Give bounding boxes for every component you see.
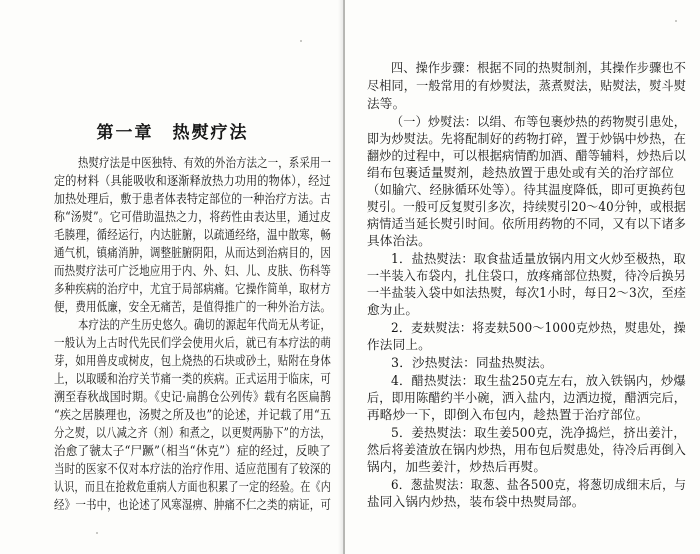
text-line: 分之熨，以八减之齐（剂）和煮之，以更熨两胁下”的方法， bbox=[54, 425, 331, 440]
text-line: 一半装入布袋内，扎住袋口，放疼痛部位热熨，待冷后换另 bbox=[367, 268, 687, 283]
text-line: 便，费用低廉，安全无痛苦，是值得推广的一种外治方法。 bbox=[54, 299, 332, 314]
text-line: 锅内，加些姜汁，炒热后再熨。 bbox=[367, 459, 547, 474]
text-line: 后，即用陈醋约半小碗，洒入盐内，边洒边搅，醋洒完后， bbox=[367, 390, 687, 405]
text-line: 2．麦麸熨法：将麦麸500～1000克炒热，熨患处，操 bbox=[391, 320, 686, 335]
text-line: 通气机，镇痛消肿，调整脏腑阴阳，从而达到治病目的，因 bbox=[54, 245, 332, 260]
text-line: 1．盐热熨法：取食盐适量放锅内用文火炒至极热，取 bbox=[391, 251, 686, 266]
left-page bbox=[0, 0, 345, 554]
text-line: （一）炒熨法：以绢、布等包裹炒热的药物熨引患处， bbox=[391, 114, 687, 129]
text-line: 当时的医家不仅对本疗法的治疗作用、适应范围有了较深的 bbox=[54, 461, 332, 476]
text-line: 作法同上。 bbox=[367, 337, 431, 352]
text-line: 即为炒熨法。先将配制好的药物打碎，置于炒锅中炒热，在 bbox=[367, 131, 687, 146]
text-line: 认识，而且在抢救危重病人方面也积累了一定的经验。在《内 bbox=[54, 479, 332, 494]
text-line: 四、操作步骤：根据不同的热熨制剂，其操作步骤也不 bbox=[391, 60, 687, 75]
scan-speck bbox=[675, 20, 677, 22]
text-line: 6．葱盐熨法：取葱、盐各500克，将葱切成细末后，与 bbox=[391, 477, 687, 492]
text-line: 再略炒一下，即倒入布包内，趁热置于治疗部位。 bbox=[367, 407, 649, 422]
text-line: 翻炒的过程中，可以根据病情酌加酒、醋等辅料，炒热后以 bbox=[367, 148, 687, 163]
text-line: （如腧穴、经脉循环处等）。待其温度降低，即可更换药包 bbox=[367, 182, 686, 197]
text-line: 一般认为上古时代先民们学会使用火后，就已有本疗法的萌 bbox=[54, 335, 332, 350]
text-line: 5．姜热熨法：取生姜500克，洗净捣烂，挤出姜汁， bbox=[391, 425, 686, 440]
text-line: 称“汤熨”。它可借助温热之力，将药性由表达里，通过皮 bbox=[54, 209, 332, 224]
text-line: 4．醋热熨法：取生盐250克左右，放入铁锅内，炒爆 bbox=[391, 373, 686, 388]
text-line: 芽，如用兽皮或树皮，包上烧热的石块或砂土，贴附在身体 bbox=[54, 353, 332, 368]
text-line: 本疗法的产生历史悠久。确切的源起年代尚无从考证， bbox=[78, 317, 332, 332]
text-line: 定的材料（具能吸收和逐渐释放热力功用的物体），经过 bbox=[54, 173, 331, 188]
text-line: 而热熨疗法可广泛地应用于内、外、妇、儿、皮肤、伤科等 bbox=[54, 263, 332, 278]
text-line: 盐同入锅内炒热，装布袋中热熨局部。 bbox=[367, 494, 585, 509]
text-line: 具体治法。 bbox=[367, 233, 431, 248]
text-line: 多种疾病的治疗中，尤宜于局部病痛。它操作简单，取材方 bbox=[54, 281, 332, 296]
scan-speck bbox=[300, 40, 302, 42]
text-line: 熨引。一般可反复熨引多次，持续熨引20～40分钟，或根据 bbox=[367, 199, 686, 214]
text-line: 加热处理后，敷于患者体表特定部位的一种治疗方法。古 bbox=[54, 191, 331, 206]
text-line: 3．沙热熨法：同盐热熨法。 bbox=[391, 355, 553, 370]
text-line: 然后将姜渣放在锅内炒热，用布包后熨患处，待冷后再倒入 bbox=[367, 442, 687, 457]
text-line: 治愈了虢太子“尸蹶”（相当“休克”）症的经过，反映了 bbox=[54, 443, 331, 458]
chapter-title: 第一章 热熨疗法 bbox=[96, 123, 249, 143]
text-line: 上，以取暖和治疗关节痛一类的疾病。正式运用于临床，可 bbox=[54, 371, 332, 386]
text-line: 尽相同，一般常用的有炒熨法，蒸煮熨法，贴熨法，熨斗熨 bbox=[367, 78, 687, 93]
text-line: 溯至春秋战国时期。《史记·扁鹊仓公列传》载有名医扁鹊 bbox=[54, 389, 332, 404]
text-line: 绢布包裹适量熨剂，趁热放置于患处或有关的治疗部位 bbox=[367, 165, 675, 180]
text-line: “疾之居腠理也，汤熨之所及也”的论述，并记载了用“五 bbox=[54, 407, 332, 422]
text-line: 法等。 bbox=[367, 96, 406, 111]
text-line: 一半盐装入袋中如法热熨，每次1小时，每日2～3次，至痊 bbox=[367, 285, 687, 300]
text-line: 病情适当延长熨引时间。依所用药物的不同，又有以下诸多 bbox=[367, 216, 687, 231]
text-line: 经》一书中，也论述了风寒湿痹、肿痛不仁之类的病证，可 bbox=[54, 497, 332, 512]
right-page bbox=[345, 0, 700, 554]
text-line: 毛腠理，循经运行，内达脏腑，以疏通经络，温中散寒，畅 bbox=[54, 227, 332, 242]
text-line: 热熨疗法是中医独特、有效的外治方法之一，系采用一 bbox=[78, 155, 332, 170]
text-line: 愈为止。 bbox=[367, 302, 419, 317]
scan-speck bbox=[96, 532, 98, 534]
